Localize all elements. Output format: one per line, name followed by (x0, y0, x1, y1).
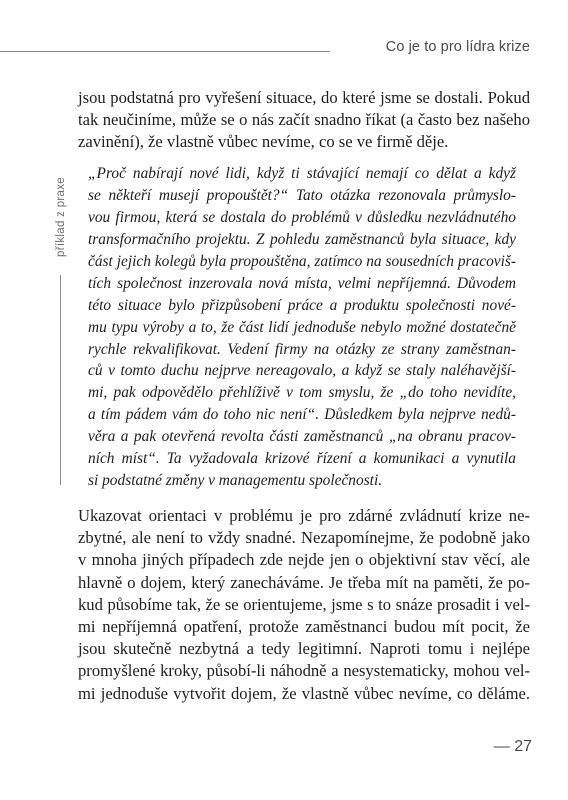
paragraph-2 (78, 505, 530, 705)
text-line: zbytné, ale není to vždy snadné. Nezapomínejme, že podobně jako (78, 528, 530, 548)
side-label-text: příklad z praxe (55, 177, 67, 257)
quote-line: rychle rekvalifikovat. Vedení firmy na otázky ze strany zaměstnan- (88, 340, 516, 358)
text-line: jsou skutečně nezbytná a tedy legitimní. Naproti tomu i nejlépe (78, 639, 530, 659)
text-line: tak neučiníme, může se o nás začít snadno říkat (a často bez našeho (78, 110, 530, 130)
text-line: Ukazovat orientaci v problému je pro zdárné zvládnutí krize ne- (78, 506, 530, 525)
text-line: mi nepříjemná opatření, protože zaměstnanci budou mít pocit, že (78, 616, 530, 636)
quote-line: se někteří musejí propouštět?“ Tato otázka rezonovala průmyslo- (88, 186, 516, 204)
quote-line: a tím pádem vám do toho nic není“. Důsledkem byla nejprve nedů- (88, 406, 516, 424)
quote-line: vou firmou, která se dostala do problémů v důsledku nezvládnutého (88, 208, 516, 226)
running-header-title: Co je to pro lídra krize (385, 39, 530, 55)
paragraph-1 (78, 87, 530, 154)
quote-line: „Proč nabírají nové lidi, když ti stávající nemají co dělat a když (88, 165, 516, 182)
page-number: — 27 (493, 738, 532, 755)
quote-line: transformačního projektu. Z pohledu zaměstnanců byla situace, kdy (88, 230, 516, 248)
header-rule (0, 51, 330, 52)
text-line: v mnoha jiných případech zde nejde jen o objektivní stav věcí, ale (78, 550, 530, 570)
text-line: jsou podstatná pro vyřešení situace, do které jsme se dostali. Pokud (78, 88, 530, 107)
text-line: kud působíme tak, že se orientujeme, jsme s to snáze prosadit i vel- (78, 594, 530, 614)
quote-line: část jejich kolegů byla propouštěna, zatímco na sousedních pracoviš- (88, 252, 516, 270)
quote-line: si podstatné změny v managementu společnosti. (88, 472, 383, 490)
quote-line: mu typu výroby a to, že část lidí jednoduše nebylo možné dostatečně (88, 318, 516, 336)
text-line: zavinění), že vlastně vůbec nevíme, co se ve firmě děje. (78, 132, 449, 152)
side-rule (60, 275, 61, 485)
side-label (51, 163, 71, 271)
text-line: promyšlené kroky, působí-li náhodně a nesystematicky, mohou vel- (78, 661, 530, 681)
quote-line: mi, pak odpovědělo přehlíživě v tom smyslu, že „do toho nevidíte, (88, 384, 516, 402)
quote-line: ních míst“. Ta vyžadovala krizové řízení a komunikaci a vynutila (88, 450, 516, 468)
text-line: hlavně o dojem, který zanecháváme. Je třeba mít na paměti, že po- (78, 572, 530, 592)
quote-line: ců v tomto duchu nejprve nereagovalo, a když se staly naléhavější- (88, 362, 516, 380)
quote-line: této situace bylo přizpůsobení práce a produktu společnosti nové- (88, 296, 516, 314)
quote-line: věra a pak otevřená revolta části zaměstnanců „na obranu pracov- (88, 428, 516, 446)
text-line: mi jednoduše vytvořit dojem, že vlastně vůbec nevíme, co děláme. (78, 683, 530, 703)
practice-example-quote (88, 163, 516, 492)
quote-line: tích společnost inzerovala nová místa, velmi nepříjemná. Důvodem (88, 274, 516, 292)
